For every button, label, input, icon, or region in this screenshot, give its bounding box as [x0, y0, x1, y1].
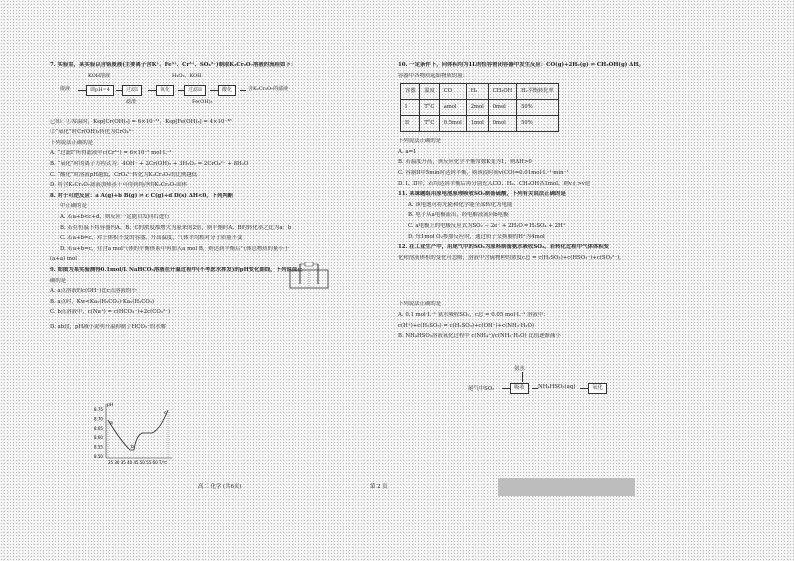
table-cell: 2mol: [466, 100, 488, 116]
graph-point-c: c: [164, 411, 167, 416]
process-box-oxidize: 氧化: [588, 383, 607, 394]
question-7-option-d: D. 将含K₂Cr₂O₇滤液加热蒸干可得到纯净的K₂Cr₂O₇固体: [50, 182, 188, 189]
process-arrow: [580, 388, 588, 389]
question-12-prompt: 下列说法正确的是: [398, 301, 442, 308]
apparatus-sketch: [282, 262, 352, 290]
flow-label-koh: KOH溶液: [88, 72, 111, 79]
table-cell: T°C: [420, 116, 439, 132]
flow-box-acidify: 酸化: [218, 85, 236, 96]
graph-y-tick: 8.75: [94, 407, 103, 412]
question-7-option-a: A. “过滤I”所得滤液中c(Cr³⁺) = 6×10⁻⁵ mol·L⁻¹: [50, 150, 172, 157]
flow-label-h2o2-koh: H₂O₂、KOH: [172, 72, 202, 79]
table-row: [401, 100, 559, 116]
table-cell: II: [401, 116, 420, 132]
table-cell: 50%: [517, 116, 559, 132]
table-header-cell: H₂平衡转化率: [517, 84, 559, 100]
table-cell: 0mol: [488, 100, 516, 116]
flow-box-oxidize: 氧化: [156, 85, 174, 96]
question-11-option-c: C. a电极上的电极反应式为SO₂ − 2e⁻ + 2H₂O ═ H₂SO₄ + 2H⁺: [408, 222, 566, 229]
process-arrow: [502, 388, 510, 389]
question-11-option-a: A. 该电池可将光能和化学能全部转化为电能: [408, 201, 513, 208]
table-cell: 0mol: [488, 116, 516, 132]
question-8-stem: 8. 对于可逆反应：a A(g)+b B(g) ⇌ c C(g)+d D(s) ΔH<0，下列判断: [50, 192, 234, 199]
question-10-prompt: 下列说法正确的是: [398, 138, 442, 145]
question-11-option-b: B. 电子从a电极流出，经电解液流向b电极: [408, 212, 509, 219]
question-8-option-d: D. 若a+b=c，往含a mol气体的平衡体系中再加入a mol B，则达到平衡后气体总物质的量小于: [60, 245, 290, 252]
known-info-1: 已知：①常温时，Ksp[Cr(OH)₃] = 6×10⁻³¹，Ksp[Fe(OH)₃] = 4×10⁻³⁸: [50, 118, 232, 125]
question-8-option-d-cont: (a+a) mol: [50, 256, 77, 263]
question-10-table: [400, 83, 559, 132]
graph-y-ticks: [94, 407, 103, 459]
process-arrow: [522, 372, 523, 382]
process-nh4hso3: NH₄HSO₃(aq): [538, 384, 576, 390]
question-11-stem: 11. 某课题组用原电池原理吸收SO₂制备硫酸，下列有关说法正确的是: [398, 191, 566, 198]
question-7-stem: 7. 实验室，某实验以含铬废液(主要离子含K⁺、Fe³⁺、Cr³⁺、SO₄²⁻)制取K₂Cr₂O₇溶液的流程如下：: [50, 62, 297, 68]
left-column: [50, 62, 390, 335]
question-10-stem: 10. 一定条件下，向体积均为1L的恒容密闭容器中发生反应：CO(g)+2H₂(g) ⇌ CH₃OH(g) ΔH。: [398, 62, 644, 68]
table-cell: T°C: [420, 100, 439, 116]
question-8-option-c: C. 若a+b=c，对于体积不变的容器，升高温度，气体平均相对分子质量不变: [60, 235, 243, 242]
question-11-option-d: D. 每1mol O₂参加反应时，通过质子交换膜的H⁺为4mol: [408, 233, 545, 240]
table-header-cell: CH₃OH: [488, 84, 516, 100]
table-header-cell: H₂: [466, 84, 488, 100]
table-header-row: [401, 84, 559, 100]
question-10-table-wrap: [398, 83, 748, 132]
graph-y-tick: 8.60: [94, 435, 103, 441]
table-header-cell: 容器: [401, 84, 420, 100]
question-10-stem-cont: 容器中各物质起始物质的量：: [398, 72, 469, 79]
flow-product: 含K₂Cr₂O₇的滤液: [248, 85, 289, 92]
table-cell: amol: [439, 100, 466, 116]
question-10-option-d: D. I、II中，若均达到平衡后再分别充入CO、H₂、CH₃OH各1mol，则v正>v逆: [398, 180, 591, 187]
flow-arrow: [148, 90, 156, 91]
apparatus-spacer: [398, 265, 748, 301]
graph-y-tick: 8.65: [94, 425, 103, 431]
flow-arrow: [78, 90, 86, 91]
question-8-option-b: B. 若在恒温下将容器内A、B、C的浓度都增大为原来的2倍，则平衡时A、B的转化率之比为a：b: [60, 224, 292, 231]
question-12-option-a-cont: c(H⁺)+c(H₂SO₃) = c(H₂SO₃)+c(OH⁻)+c(NH₃·H₂O): [398, 322, 534, 329]
question-10-option-b: B. 若温度升高，该反应化学平衡常数K变为1，则ΔH>0: [398, 159, 532, 166]
question-9-option-b: B. a点时，Kw<Ka₁(H₂CO₃)·Ka₂(H₂CO₃): [50, 298, 154, 305]
table-cell: I: [401, 100, 420, 116]
process-box-absorb: 吸收: [510, 383, 529, 394]
graph-y-tick: 8.50: [94, 454, 103, 459]
graph-point-b: b: [131, 445, 134, 450]
graph-point-a: a: [110, 421, 113, 426]
graph-y-label: pH: [107, 403, 114, 408]
question-12-stem-cont: 化和溶液体积的变化可忽略，溶液中含硫物种的浓度c总 = c(H₂SO₃)+c(HSO₃⁻)+c(SO₃²⁻)。: [398, 254, 625, 261]
question-7-option-c: C. “酸化”时溶液pH越低，CrO₄²⁻转化为K₂Cr₂O₇的比例越低: [50, 171, 198, 178]
ph-curve: [108, 410, 168, 450]
question-10-option-c: C. 容器II中5min时达到平衡，则该段时间v(CO)=0.01mol·L⁻¹·min⁻¹: [398, 169, 569, 176]
question-12-option-a: A. 0.1 mol·L⁻¹ 氨水吸收SO₂，c总 = 0.05 mol·L⁻¹ 溶液中：: [398, 311, 549, 318]
table-header-cell: CO: [439, 84, 466, 100]
question-8-stem-cont: 中正确的是: [60, 203, 87, 210]
question-8-option-a: A. 若a+b<c+d，则反应一定能自发向右进行: [60, 213, 170, 220]
flow-box-filter2: 过滤II: [184, 85, 206, 96]
process-ammonia: 氨水: [514, 366, 525, 372]
question-9-stem-cont: 确的是: [50, 277, 67, 284]
question-7-prompt: 下列说法正确的是: [50, 139, 94, 146]
table-cell: 0.5mol: [439, 116, 466, 132]
flow-waste: 废液: [60, 85, 71, 92]
graph-x-ticks: 25 30 35 40 45 50 55 60 T/℃: [108, 460, 168, 465]
flow-arrow: [240, 90, 246, 91]
question-7-option-b: B. “氧化”时的离子方程式为：4OH⁻ + 2Cr(OH)₃ + 3H₂O₂ = 2CrO₄²⁻ + 8H₂O: [50, 160, 249, 167]
graph-y-tick: 8.55: [94, 444, 103, 450]
right-column: [398, 62, 748, 344]
flow-arrow: [210, 90, 218, 91]
footer-left: 高二 化学 (共6页): [198, 484, 242, 490]
flow-box-adjust: 调pH=4: [86, 85, 114, 96]
table-header-cell: 温度: [420, 84, 439, 100]
apparatus-figure: [282, 262, 352, 290]
table-cell: 50%: [517, 100, 559, 116]
footer-page-number: 第 2 页: [370, 484, 388, 490]
question-10-option-a: A. a=1: [398, 148, 417, 155]
ph-graph-svg: [94, 400, 174, 468]
ph-temperature-graph: [94, 400, 174, 468]
flow-box-filter1: 过滤I: [122, 85, 142, 96]
question-9-option-a: A. a点溶液的c(OH⁻)比c点溶液的小: [50, 288, 137, 295]
question-12-option-b: B. NH₄HSO₃溶液氧化过程中 c(NH₄⁺)/c(NH₃·H₂O) 比值逐渐减小: [398, 333, 561, 340]
q12-process-diagram: [468, 364, 638, 400]
question-9-option-c: C. b点溶液中，c(Na⁺) = c(HCO₃⁻)+2c(CO₃²⁻): [50, 309, 171, 316]
question-9-stem: 9. 如图为某实验测得0.1mol/L NaHCO₃溶液在升温过程中(不考虑水挥发)的pH变化曲线，下列说法正: [50, 266, 303, 273]
flow-feoh3: Fe(OH)₃: [192, 98, 213, 105]
graph-y-tick: 8.70: [94, 416, 103, 422]
question-9-option-d: D. ab段，pH减小说明升温抑制了HCO₃⁻的水解: [50, 324, 167, 331]
flow-residue: 滤渣: [126, 98, 137, 105]
known-info-2: ②“氧化”时Cr(OH)₃转化为CrO₄²⁻: [50, 129, 134, 136]
table-cell: 1mol: [466, 116, 488, 132]
question-12-stem: 12. 在工业生产中，用尾气中的SO₂为原料制备氨水吸收SO₂。若转化过程中气体体积变: [398, 244, 610, 251]
table-row: [401, 116, 559, 132]
flow-diagram-q7: [60, 73, 390, 113]
redaction-box: [498, 478, 635, 496]
process-tail-gas: 尾气中SO₂: [468, 386, 495, 392]
